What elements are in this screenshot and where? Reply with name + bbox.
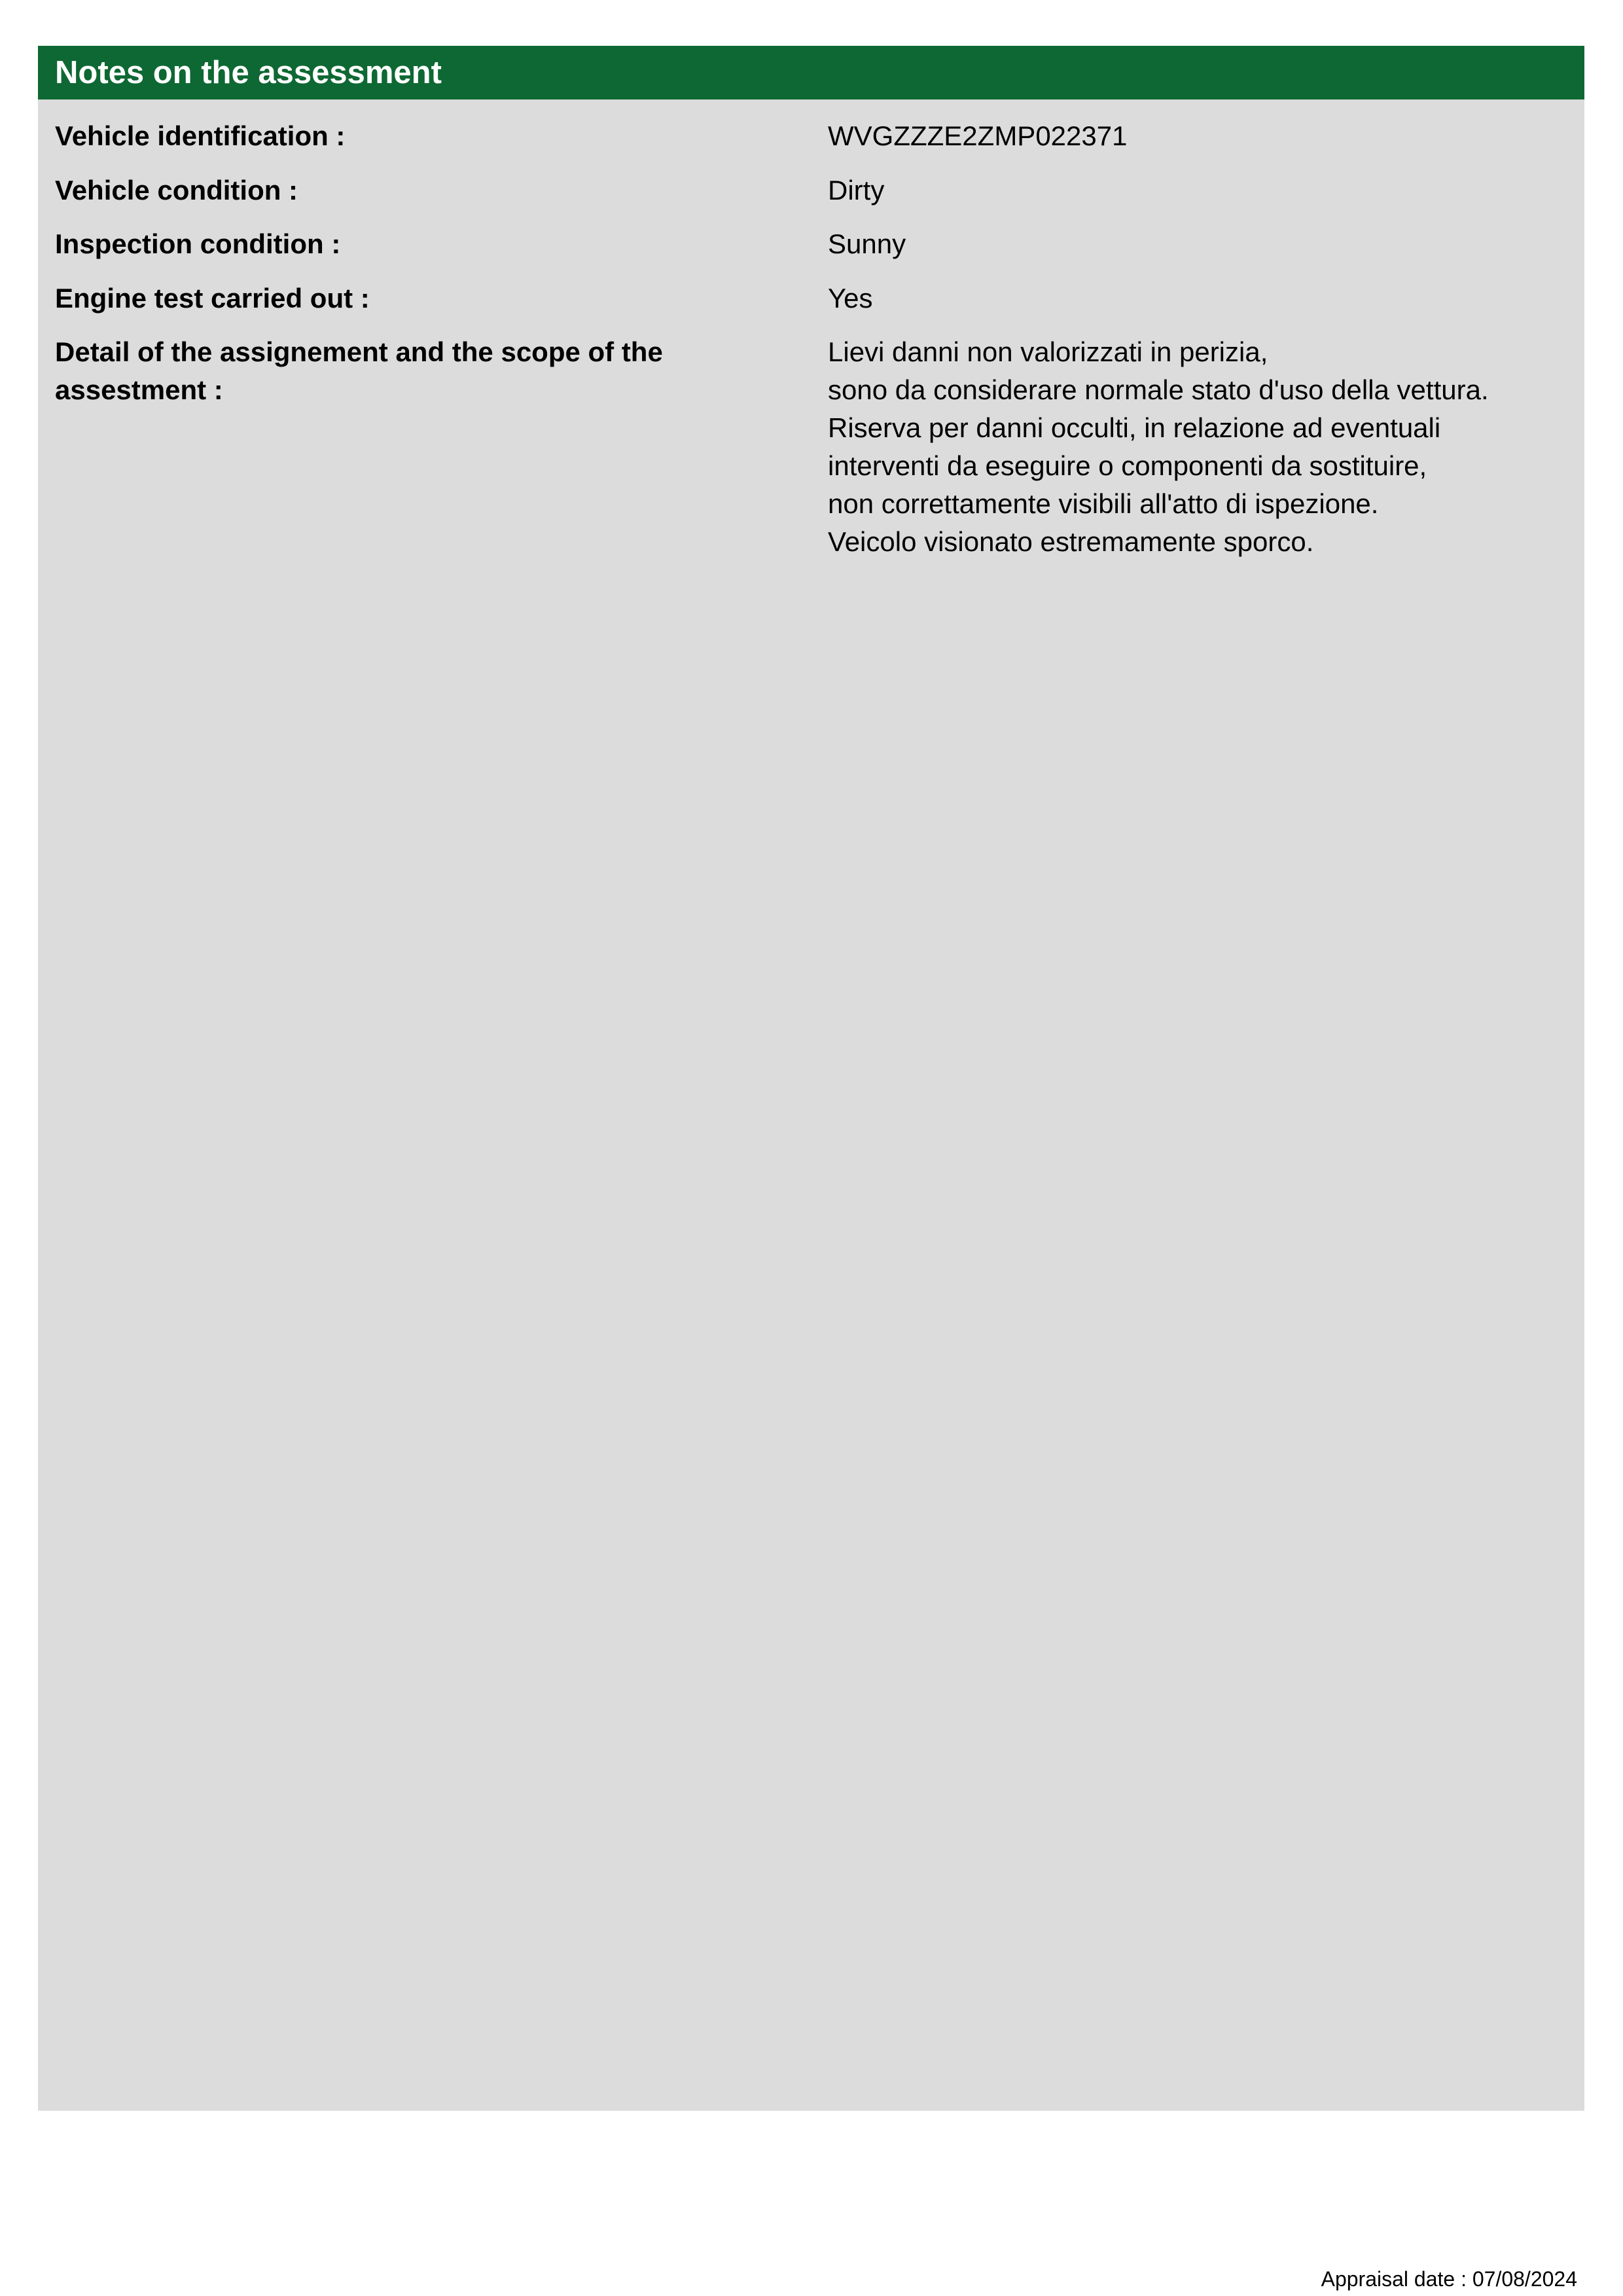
section-header: [38, 46, 1584, 99]
field-value-engine-test: Yes: [828, 283, 873, 314]
assignment-detail-line: Lievi danni non valorizzati in perizia,: [828, 336, 1268, 367]
field-label-vehicle-condition: Vehicle condition :: [55, 175, 298, 206]
field-value-inspection-condition: Sunny: [828, 228, 906, 259]
section-title: Notes on the assessment: [55, 54, 442, 90]
field-value-vehicle-condition: Dirty: [828, 175, 885, 206]
field-label-assignment-detail: Detail of the assignement and the scope of the assestment :: [55, 336, 663, 405]
assignment-detail-line: sono da considerare normale stato d'uso della vettura.: [828, 374, 1489, 405]
field-label-engine-test: Engine test carried out :: [55, 283, 370, 314]
appraisal-date: Appraisal date : 07/08/2024: [1321, 2267, 1577, 2291]
assignment-detail-line: Veicolo visionato estremamente sporco.: [828, 526, 1314, 557]
assignment-detail-line: Riserva per danni occulti, in relazione ad eventuali: [828, 412, 1441, 443]
field-value-assignment-detail: [828, 333, 1567, 561]
assignment-detail-line: interventi da eseguire o componenti da sostituire,: [828, 450, 1427, 481]
assignment-detail-line: non correttamente visibili all'atto di ispezione.: [828, 488, 1379, 519]
field-label-vehicle-identification: Vehicle identification :: [55, 120, 346, 151]
field-label-inspection-condition: Inspection condition :: [55, 228, 341, 259]
field-value-vehicle-identification: WVGZZZE2ZMP022371: [828, 120, 1128, 151]
section-body: [38, 99, 1584, 2111]
